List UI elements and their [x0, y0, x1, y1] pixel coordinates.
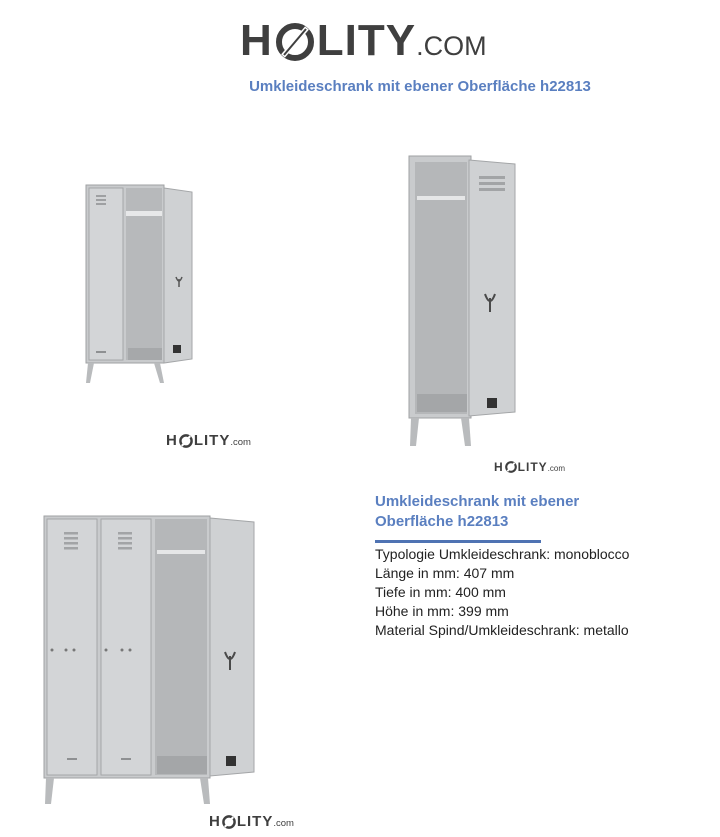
logo-suffix: .COM: [416, 31, 487, 61]
spec-item: Länge in mm: 407 mm: [375, 565, 515, 581]
logo-o-icon: [222, 815, 236, 829]
holity-logo[interactable]: [240, 16, 487, 68]
logo-o-icon: [275, 22, 315, 62]
holity-logo-small[interactable]: H LITY .com: [166, 432, 251, 449]
title-divider: [375, 540, 541, 543]
holity-logo-small[interactable]: H LITY .com: [209, 813, 294, 830]
spec-item: Typologie Umkleideschrank: monoblocco: [375, 546, 630, 562]
spec-item: Höhe in mm: 399 mm: [375, 603, 509, 619]
logo-letter-h: H: [240, 16, 273, 65]
logo-o-icon: [179, 434, 193, 448]
locker-image-three-door[interactable]: [42, 514, 258, 806]
product-title: Umkleideschrank mit ebener Oberfläche h22813: [375, 493, 580, 530]
locker-image-two-door[interactable]: [84, 183, 196, 385]
holity-logo-small[interactable]: H LITY .com: [494, 460, 566, 474]
spec-item: Tiefe in mm: 400 mm: [375, 584, 506, 600]
spec-item: Material Spind/Umkleideschrank: metallo: [375, 622, 629, 638]
page-title: Umkleideschrank mit ebener Oberfläche h22813: [249, 78, 591, 95]
locker-image-single-door[interactable]: [407, 154, 519, 448]
logo-letters-lity: LITY: [316, 16, 417, 65]
spec-list: [375, 545, 705, 640]
logo-o-icon: [505, 461, 517, 473]
